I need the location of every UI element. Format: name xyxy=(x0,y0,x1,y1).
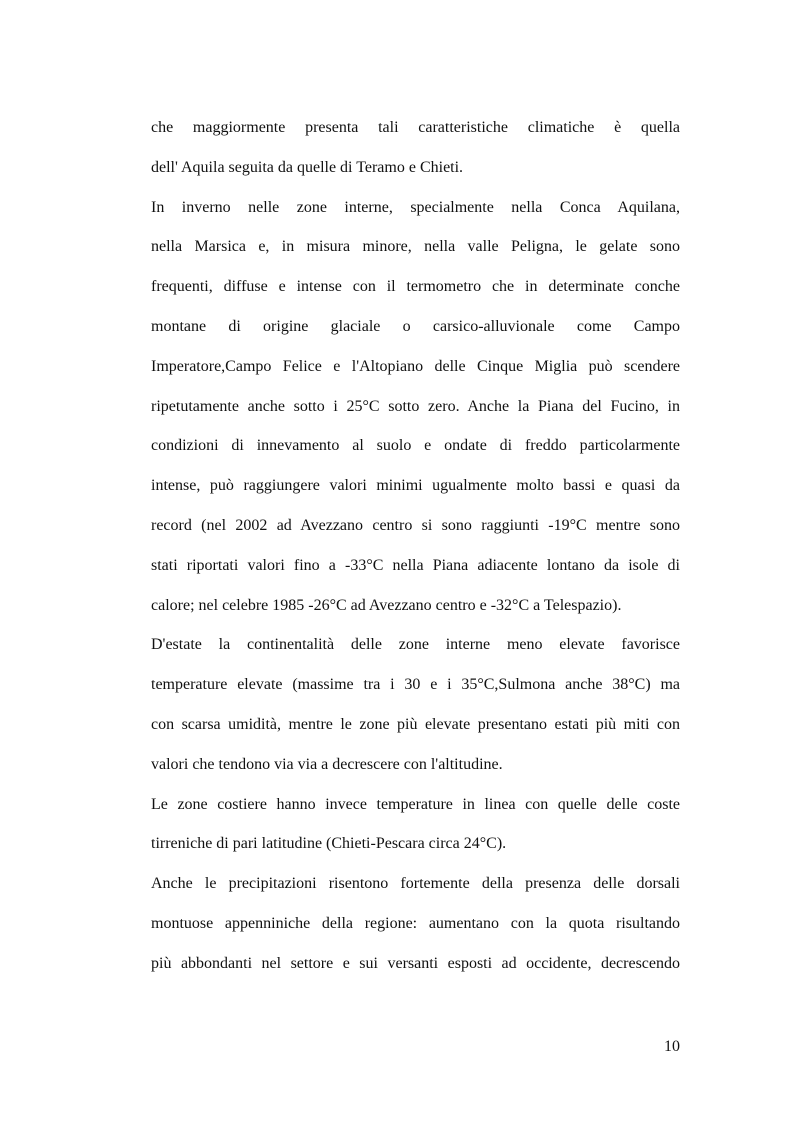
text-line: Imperatore,Campo Felice e l'Altopiano delle Cinque Miglia può scendere xyxy=(151,357,680,375)
text-line: nella Marsica e, in misura minore, nella valle Peligna, le gelate sono xyxy=(151,238,680,256)
text-line: record (nel 2002 ad Avezzano centro si sono raggiunti -19°C mentre sono xyxy=(151,516,680,534)
text-line: temperature elevate (massime tra i 30 e i 35°C,Sulmona anche 38°C) ma xyxy=(151,676,680,694)
text-line: con scarsa umidità, mentre le zone più elevate presentano estati più miti con xyxy=(151,715,680,733)
text-line: In inverno nelle zone interne, specialmente nella Conca Aquilana, xyxy=(151,198,680,216)
text-line: stati riportati valori fino a -33°C nella Piana adiacente lontano da isole di xyxy=(151,556,680,574)
page-number: 10 xyxy=(664,1038,680,1055)
text-line: montane di origine glaciale o carsico-alluvionale come Campo xyxy=(151,317,680,335)
text-line: condizioni di innevamento al suolo e ondate di freddo particolarmente xyxy=(151,437,680,455)
text-line: valori che tendono via via a decrescere con l'altitudine. xyxy=(151,755,503,773)
text-line: D'estate la continentalità delle zone interne meno elevate favorisce xyxy=(151,636,680,654)
text-line: che maggiormente presenta tali caratteristiche climatiche è quella xyxy=(151,119,680,136)
body-text xyxy=(151,108,680,984)
text-line: Anche le precipitazioni risentono fortemente della presenza delle dorsali xyxy=(151,875,680,893)
text-line: Le zone costiere hanno invece temperature in linea con quelle delle coste xyxy=(151,795,680,813)
text-line: frequenti, diffuse e intense con il termometro che in determinate conche xyxy=(151,278,680,296)
text-line: ripetutamente anche sotto i 25°C sotto zero. Anche la Piana del Fucino, in xyxy=(151,397,680,415)
text-line: più abbondanti nel settore e sui versanti esposti ad occidente, decrescendo xyxy=(151,954,680,972)
text-line: intense, può raggiungere valori minimi ugualmente molto bassi e quasi da xyxy=(151,477,680,495)
text-line: dell' Aquila seguita da quelle di Teramo e Chieti. xyxy=(151,158,464,176)
text-line: calore; nel celebre 1985 -26°C ad Avezzano centro e -32°C a Telespazio). xyxy=(151,596,622,614)
text-line: montuose appenniniche della regione: aumentano con la quota risultando xyxy=(151,914,680,932)
text-line: tirreniche di pari latitudine (Chieti-Pescara circa 24°C). xyxy=(151,835,507,853)
